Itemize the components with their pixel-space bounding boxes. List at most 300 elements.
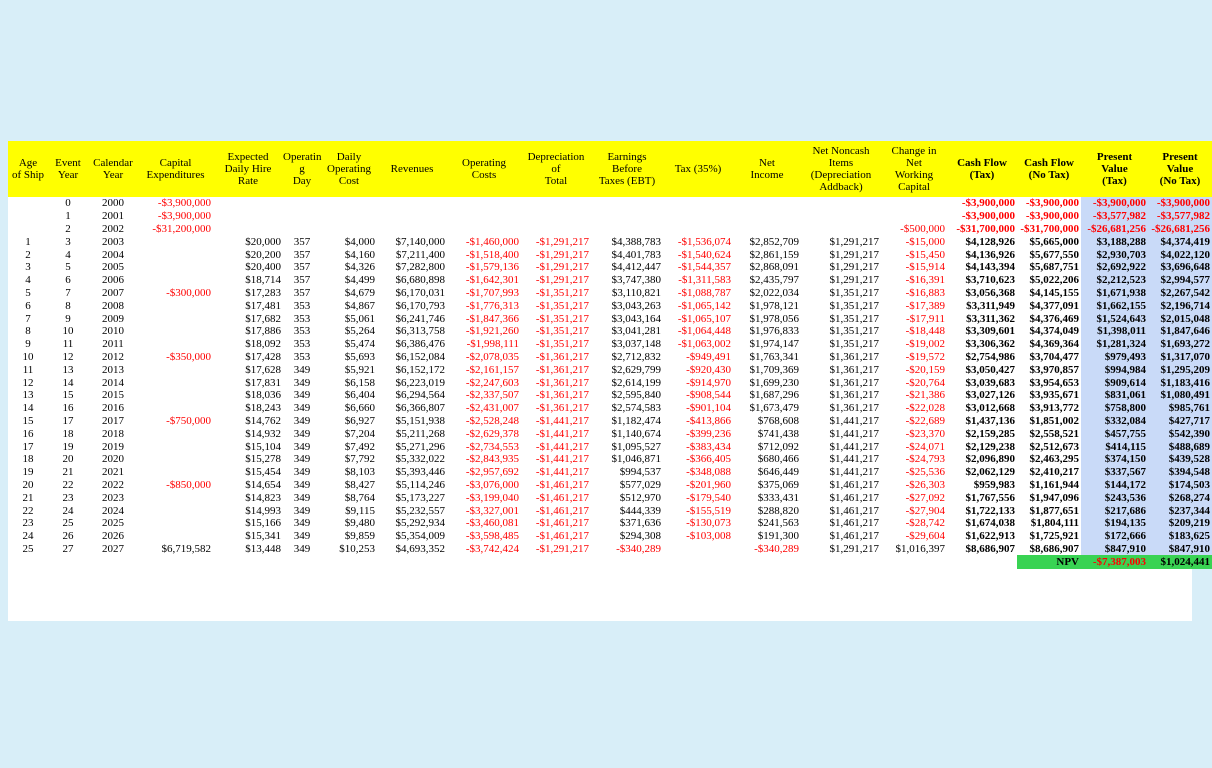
- table-cell: -$750,000: [166, 414, 211, 427]
- table-cell: [377, 210, 447, 223]
- table-cell: 349: [293, 402, 311, 415]
- table-cell: 349: [293, 478, 311, 491]
- empty-cell: [283, 555, 321, 569]
- table-cell: $5,693: [344, 350, 375, 363]
- table-cell: $7,140,000: [395, 235, 445, 248]
- table-cell: 2004: [102, 248, 124, 261]
- table-cell: $1,693,272: [1148, 338, 1212, 351]
- table-cell: $1,351,217: [829, 338, 879, 351]
- table-cell: 2015: [102, 389, 124, 402]
- column-header: Cash Flow (No Tax): [1017, 141, 1081, 197]
- table-row: [8, 299, 1212, 312]
- table-cell: -$20,159: [905, 363, 945, 376]
- table-cell: [663, 210, 733, 223]
- table-cell: $3,043,164: [611, 312, 661, 325]
- table-cell: $1,978,121: [749, 299, 799, 312]
- npv-no-tax-value: $1,024,441: [1148, 555, 1212, 569]
- table-cell: $646,449: [757, 466, 799, 479]
- table-cell: $8,427: [344, 478, 375, 491]
- table-cell: $444,339: [619, 504, 661, 517]
- table-cell: -$23,370: [905, 427, 945, 440]
- table-cell: 23: [62, 491, 74, 504]
- table-cell: 2009: [102, 312, 124, 325]
- table-cell: $4,499: [344, 274, 375, 287]
- column-header: Earnings Before Taxes (EBT): [591, 141, 663, 197]
- table-cell: $427,717: [1148, 415, 1212, 428]
- table-cell: 349: [293, 363, 311, 376]
- table-cell: 26: [62, 530, 74, 543]
- table-cell: $439,528: [1148, 453, 1212, 466]
- table-cell: $1,291,217: [829, 261, 879, 274]
- table-row: [8, 530, 1212, 543]
- table-cell: 2006: [102, 274, 124, 287]
- table-cell: -$1,536,074: [677, 235, 731, 248]
- table-cell: -$31,700,000: [1020, 222, 1079, 235]
- table-cell: $2,062,129: [965, 466, 1015, 479]
- table-cell: -$1,291,217: [535, 542, 589, 555]
- table-cell: $209,219: [1148, 517, 1212, 530]
- column-header: Net Noncash Items (Depreciation Addback): [801, 141, 881, 197]
- table-cell: 19: [22, 466, 34, 479]
- table-cell: $18,243: [245, 402, 281, 415]
- table-cell: -$3,900,000: [1148, 197, 1212, 210]
- table-cell: $144,172: [1081, 479, 1148, 492]
- table-row: [8, 274, 1212, 287]
- table-cell: $414,115: [1081, 440, 1148, 453]
- table-cell: $1,441,217: [829, 466, 879, 479]
- table-cell: $2,868,091: [749, 261, 799, 274]
- table-cell: [138, 427, 213, 440]
- table-cell: $1,295,209: [1148, 363, 1212, 376]
- table-row: [8, 287, 1212, 300]
- table-cell: [138, 491, 213, 504]
- table-cell: 2016: [102, 402, 124, 415]
- table-cell: $3,913,772: [1029, 402, 1079, 415]
- table-cell: -$3,577,982: [1148, 210, 1212, 223]
- table-cell: $1,699,230: [749, 376, 799, 389]
- table-cell: 19: [62, 440, 74, 453]
- table-cell: $1,351,217: [829, 286, 879, 299]
- table-cell: $3,043,263: [611, 299, 661, 312]
- table-cell: -$383,434: [686, 440, 731, 453]
- table-cell: $3,710,623: [965, 274, 1015, 287]
- table-cell: -$348,088: [686, 466, 731, 479]
- column-header: Operatin g Day: [283, 141, 321, 197]
- table-cell: $2,463,295: [1029, 453, 1079, 466]
- table-cell: $4,143,394: [965, 261, 1015, 274]
- table-cell: $5,151,938: [395, 414, 445, 427]
- table-cell: $371,636: [619, 517, 661, 530]
- table-row: [8, 402, 1212, 415]
- table-cell: -$1,461,217: [535, 491, 589, 504]
- table-cell: -$21,386: [905, 389, 945, 402]
- table-cell: $2,692,922: [1081, 261, 1148, 274]
- empty-cell: [447, 555, 521, 569]
- table-cell: 27: [62, 542, 74, 555]
- table-cell: 357: [293, 286, 311, 299]
- table-cell: $2,267,542: [1148, 287, 1212, 300]
- table-cell: $5,022,206: [1029, 274, 1079, 287]
- table-cell: $979,493: [1081, 351, 1148, 364]
- table-cell: $6,170,031: [395, 286, 445, 299]
- table-cell: $3,110,821: [611, 286, 661, 299]
- table-cell: $488,689: [1148, 440, 1212, 453]
- table-cell: -$3,900,000: [961, 210, 1015, 223]
- table-cell: [138, 325, 213, 338]
- table-cell: $994,984: [1081, 363, 1148, 376]
- table-cell: $1,725,921: [1029, 530, 1079, 543]
- table-cell: $5,292,934: [395, 517, 445, 530]
- column-header: Tax (35%): [663, 141, 733, 197]
- table-cell: 25: [22, 542, 34, 555]
- table-cell: -$22,689: [905, 414, 945, 427]
- table-cell: 11: [62, 338, 74, 351]
- table-cell: $1,441,217: [829, 440, 879, 453]
- table-cell: $847,910: [1081, 543, 1148, 556]
- column-header: Daily Operating Cost: [321, 141, 377, 197]
- table-row: [8, 363, 1212, 376]
- table-cell: [377, 197, 447, 210]
- table-row: [8, 351, 1212, 364]
- table-cell: $2,629,799: [611, 363, 661, 376]
- table-cell: [138, 299, 213, 312]
- table-cell: $2,435,797: [749, 274, 799, 287]
- table-cell: $1,182,474: [611, 414, 661, 427]
- table-cell: $1,161,944: [1029, 478, 1079, 491]
- table-cell: $831,061: [1081, 389, 1148, 402]
- table-cell: $17,428: [245, 350, 281, 363]
- table-cell: $20,400: [245, 261, 281, 274]
- table-cell: $1,622,913: [965, 530, 1015, 543]
- table-cell: -$949,491: [686, 350, 731, 363]
- table-cell: -$1,441,217: [535, 427, 589, 440]
- table-cell: 349: [293, 542, 311, 555]
- table-cell: $5,173,227: [395, 491, 445, 504]
- table-cell: [881, 210, 947, 223]
- table-cell: $2,558,521: [1029, 427, 1079, 440]
- cash-flow-table: [8, 141, 1212, 569]
- table-cell: 3: [65, 235, 71, 248]
- table-cell: 6: [25, 299, 31, 312]
- table-cell: $712,092: [757, 440, 799, 453]
- table-cell: -$1,776,313: [465, 299, 519, 312]
- table-cell: -$1,441,217: [535, 466, 589, 479]
- column-header: Event Year: [48, 141, 88, 197]
- table-cell: $1,080,491: [1148, 389, 1212, 402]
- column-header: Net Income: [733, 141, 801, 197]
- table-cell: $8,686,907: [1029, 542, 1079, 555]
- table-cell: -$2,629,378: [465, 427, 519, 440]
- table-cell: 349: [293, 530, 311, 543]
- empty-cell: [733, 555, 801, 569]
- table-cell: 2018: [102, 427, 124, 440]
- table-cell: -$1,461,217: [535, 517, 589, 530]
- table-cell: 2011: [102, 338, 124, 351]
- table-cell: -$15,914: [905, 261, 945, 274]
- table-cell: -$31,200,000: [152, 222, 211, 235]
- table-cell: $1,687,296: [749, 389, 799, 402]
- table-cell: $1,709,369: [749, 363, 799, 376]
- table-cell: -$850,000: [166, 478, 211, 491]
- empty-cell: [8, 555, 48, 569]
- table-cell: 18: [62, 427, 74, 440]
- table-cell: 2007: [102, 286, 124, 299]
- table-cell: 1: [25, 235, 31, 248]
- table-cell: $217,686: [1081, 504, 1148, 517]
- table-cell: -$1,518,400: [465, 248, 519, 261]
- table-cell: -$1,361,217: [535, 389, 589, 402]
- table-cell: $4,401,783: [611, 248, 661, 261]
- table-cell: 12: [62, 350, 74, 363]
- table-cell: $1,441,217: [829, 453, 879, 466]
- table-cell: 5: [65, 261, 71, 274]
- table-cell: -$22,028: [905, 402, 945, 415]
- table-cell: 2010: [102, 325, 124, 338]
- table-cell: 2012: [102, 350, 124, 363]
- table-cell: 6: [65, 274, 71, 287]
- table-cell: $1,673,479: [749, 402, 799, 415]
- table-cell: [881, 197, 947, 210]
- table-cell: $15,104: [245, 440, 281, 453]
- table-cell: $1,524,643: [1081, 312, 1148, 325]
- table-cell: $4,377,091: [1029, 299, 1079, 312]
- table-cell: $1,317,070: [1148, 351, 1212, 364]
- table-cell: 2003: [102, 235, 124, 248]
- table-cell: $3,747,380: [611, 274, 661, 287]
- table-cell: $4,388,783: [611, 235, 661, 248]
- table-cell: [283, 210, 321, 223]
- table-cell: -$1,461,217: [535, 478, 589, 491]
- table-cell: 357: [293, 248, 311, 261]
- table-cell: $1,461,217: [829, 517, 879, 530]
- table-cell: [138, 466, 213, 479]
- table-cell: 357: [293, 261, 311, 274]
- table-cell: -$2,734,553: [465, 440, 519, 453]
- table-cell: -$3,900,000: [1025, 197, 1079, 210]
- table-cell: -$1,847,366: [465, 312, 519, 325]
- table-cell: $542,390: [1148, 427, 1212, 440]
- table-cell: $1,361,217: [829, 376, 879, 389]
- table-cell: $333,431: [757, 491, 799, 504]
- table-cell: 2025: [102, 517, 124, 530]
- table-cell: $6,660: [344, 402, 375, 415]
- table-cell: 16: [22, 427, 34, 440]
- table-cell: $1,361,217: [829, 363, 879, 376]
- table-cell: 20: [22, 478, 34, 491]
- table-cell: $3,311,949: [966, 299, 1015, 312]
- table-cell: -$1,088,787: [677, 286, 731, 299]
- table-cell: $268,274: [1148, 491, 1212, 504]
- table-cell: [447, 197, 521, 210]
- table-row: [8, 479, 1212, 492]
- table-cell: -$1,461,217: [535, 530, 589, 543]
- table-cell: $6,152,172: [395, 363, 445, 376]
- table-cell: [321, 223, 377, 236]
- table-cell: 349: [293, 376, 311, 389]
- table-cell: 349: [293, 491, 311, 504]
- table-cell: [213, 223, 283, 236]
- table-cell: -$2,161,157: [465, 363, 519, 376]
- table-cell: $2,614,199: [611, 376, 661, 389]
- table-cell: -$500,000: [900, 222, 945, 235]
- empty-cell: [138, 555, 213, 569]
- table-cell: $1,016,397: [895, 542, 945, 555]
- table-cell: $3,012,668: [965, 402, 1015, 415]
- table-cell: -$399,236: [686, 427, 731, 440]
- table-cell: -$24,071: [905, 440, 945, 453]
- table-cell: 349: [293, 517, 311, 530]
- table-cell: -$1,065,142: [677, 299, 731, 312]
- table-cell: $15,454: [245, 466, 281, 479]
- table-cell: 17: [62, 414, 74, 427]
- empty-cell: [377, 555, 447, 569]
- table-cell: [138, 402, 213, 415]
- table-cell: $1,978,056: [749, 312, 799, 325]
- table-cell: $6,927: [344, 414, 375, 427]
- table-cell: -$1,291,217: [535, 235, 589, 248]
- table-cell: $5,393,446: [395, 466, 445, 479]
- table-cell: -$1,361,217: [535, 376, 589, 389]
- table-cell: $994,537: [619, 466, 661, 479]
- table-cell: $5,264: [344, 325, 375, 338]
- table-cell: $2,595,840: [611, 389, 661, 402]
- table-cell: 2023: [102, 491, 124, 504]
- table-cell: $17,886: [245, 325, 281, 338]
- table-cell: $1,851,002: [1029, 414, 1079, 427]
- table-cell: [138, 261, 213, 274]
- table-cell: [138, 530, 213, 543]
- table-cell: $2,096,890: [965, 453, 1015, 466]
- table-cell: [321, 210, 377, 223]
- table-row: [8, 517, 1212, 530]
- table-cell: [138, 453, 213, 466]
- table-row: [8, 543, 1212, 556]
- table-cell: 2005: [102, 261, 124, 274]
- table-row: [8, 389, 1212, 402]
- table-cell: -$366,405: [686, 453, 731, 466]
- table-cell: 2021: [102, 466, 124, 479]
- table-cell: [8, 210, 48, 223]
- table-cell: $2,015,048: [1148, 312, 1212, 325]
- table-cell: $6,386,476: [395, 338, 445, 351]
- table-cell: $5,332,022: [395, 453, 445, 466]
- table-cell: $3,041,281: [611, 325, 661, 338]
- table-cell: $2,574,583: [611, 402, 661, 415]
- table-cell: -$1,291,217: [535, 261, 589, 274]
- npv-label: NPV: [1017, 555, 1081, 569]
- table-cell: 4: [25, 274, 31, 287]
- table-row: [8, 491, 1212, 504]
- table-cell: [521, 197, 591, 210]
- table-cell: $17,481: [245, 299, 281, 312]
- table-cell: [213, 197, 283, 210]
- table-cell: $3,050,427: [965, 363, 1015, 376]
- table-cell: $4,374,419: [1148, 235, 1212, 248]
- table-cell: $1,351,217: [829, 312, 879, 325]
- table-cell: $4,369,364: [1029, 338, 1079, 351]
- table-cell: -$16,883: [905, 286, 945, 299]
- table-cell: 3: [25, 261, 31, 274]
- table-cell: 2: [25, 248, 31, 261]
- table-cell: $5,232,557: [395, 504, 445, 517]
- table-cell: -$1,460,000: [465, 235, 519, 248]
- column-header: Expected Daily Hire Rate: [213, 141, 283, 197]
- table-cell: -$1,351,217: [535, 286, 589, 299]
- table-cell: 349: [293, 414, 311, 427]
- table-cell: -$1,441,217: [535, 414, 589, 427]
- table-cell: 2020: [102, 453, 124, 466]
- table-cell: $1,281,324: [1081, 338, 1148, 351]
- table-cell: $5,354,009: [395, 530, 445, 543]
- table-cell: $1,437,136: [965, 414, 1015, 427]
- table-cell: 2014: [102, 376, 124, 389]
- table-cell: $2,712,832: [611, 350, 661, 363]
- table-cell: $17,628: [245, 363, 281, 376]
- table-cell: -$3,900,000: [157, 210, 211, 223]
- table-cell: $14,762: [245, 414, 281, 427]
- table-cell: $17,682: [245, 312, 281, 325]
- table-cell: $8,103: [344, 466, 375, 479]
- table-cell: 23: [22, 517, 34, 530]
- table-row: [8, 197, 1212, 210]
- table-row: [8, 235, 1212, 248]
- table-cell: -$1,361,217: [535, 402, 589, 415]
- table-cell: $3,954,653: [1029, 376, 1079, 389]
- table-cell: $4,374,049: [1029, 325, 1079, 338]
- table-cell: -$201,960: [686, 478, 731, 491]
- table-cell: -$1,361,217: [535, 350, 589, 363]
- table-cell: $847,910: [1148, 543, 1212, 556]
- table-cell: 349: [293, 453, 311, 466]
- table-cell: 349: [293, 504, 311, 517]
- spreadsheet: [8, 141, 1210, 621]
- table-cell: $1,441,217: [829, 414, 879, 427]
- table-cell: -$1,921,260: [465, 325, 519, 338]
- table-cell: $5,677,550: [1029, 248, 1079, 261]
- table-cell: $241,563: [757, 517, 799, 530]
- table-cell: $17,831: [245, 376, 281, 389]
- column-header: Depreciation of Total: [521, 141, 591, 197]
- table-cell: $1,398,011: [1081, 325, 1148, 338]
- table-cell: $6,223,019: [395, 376, 445, 389]
- table-cell: 353: [293, 338, 311, 351]
- table-cell: $6,313,758: [395, 325, 445, 338]
- table-cell: -$340,289: [754, 542, 799, 555]
- table-cell: 21: [62, 466, 74, 479]
- table-cell: -$1,351,217: [535, 299, 589, 312]
- table-cell: $3,935,671: [1029, 389, 1079, 402]
- table-row: [8, 440, 1212, 453]
- table-cell: $2,212,523: [1081, 274, 1148, 287]
- table-cell: $2,852,709: [749, 235, 799, 248]
- empty-cell: [663, 555, 733, 569]
- table-cell: $4,160: [344, 248, 375, 261]
- table-cell: $4,412,447: [611, 261, 661, 274]
- table-cell: $909,614: [1081, 376, 1148, 389]
- table-cell: $2,410,217: [1029, 466, 1079, 479]
- table-cell: -$2,078,035: [465, 350, 519, 363]
- table-cell: 2008: [102, 299, 124, 312]
- table-cell: $2,196,714: [1148, 299, 1212, 312]
- table-cell: $9,115: [345, 504, 375, 517]
- table-cell: 2017: [102, 414, 124, 427]
- table-cell: 14: [22, 402, 34, 415]
- table-cell: -$2,431,007: [465, 402, 519, 415]
- table-cell: [591, 210, 663, 223]
- column-header: Age of Ship: [8, 141, 48, 197]
- table-cell: 4: [65, 248, 71, 261]
- table-cell: 353: [293, 312, 311, 325]
